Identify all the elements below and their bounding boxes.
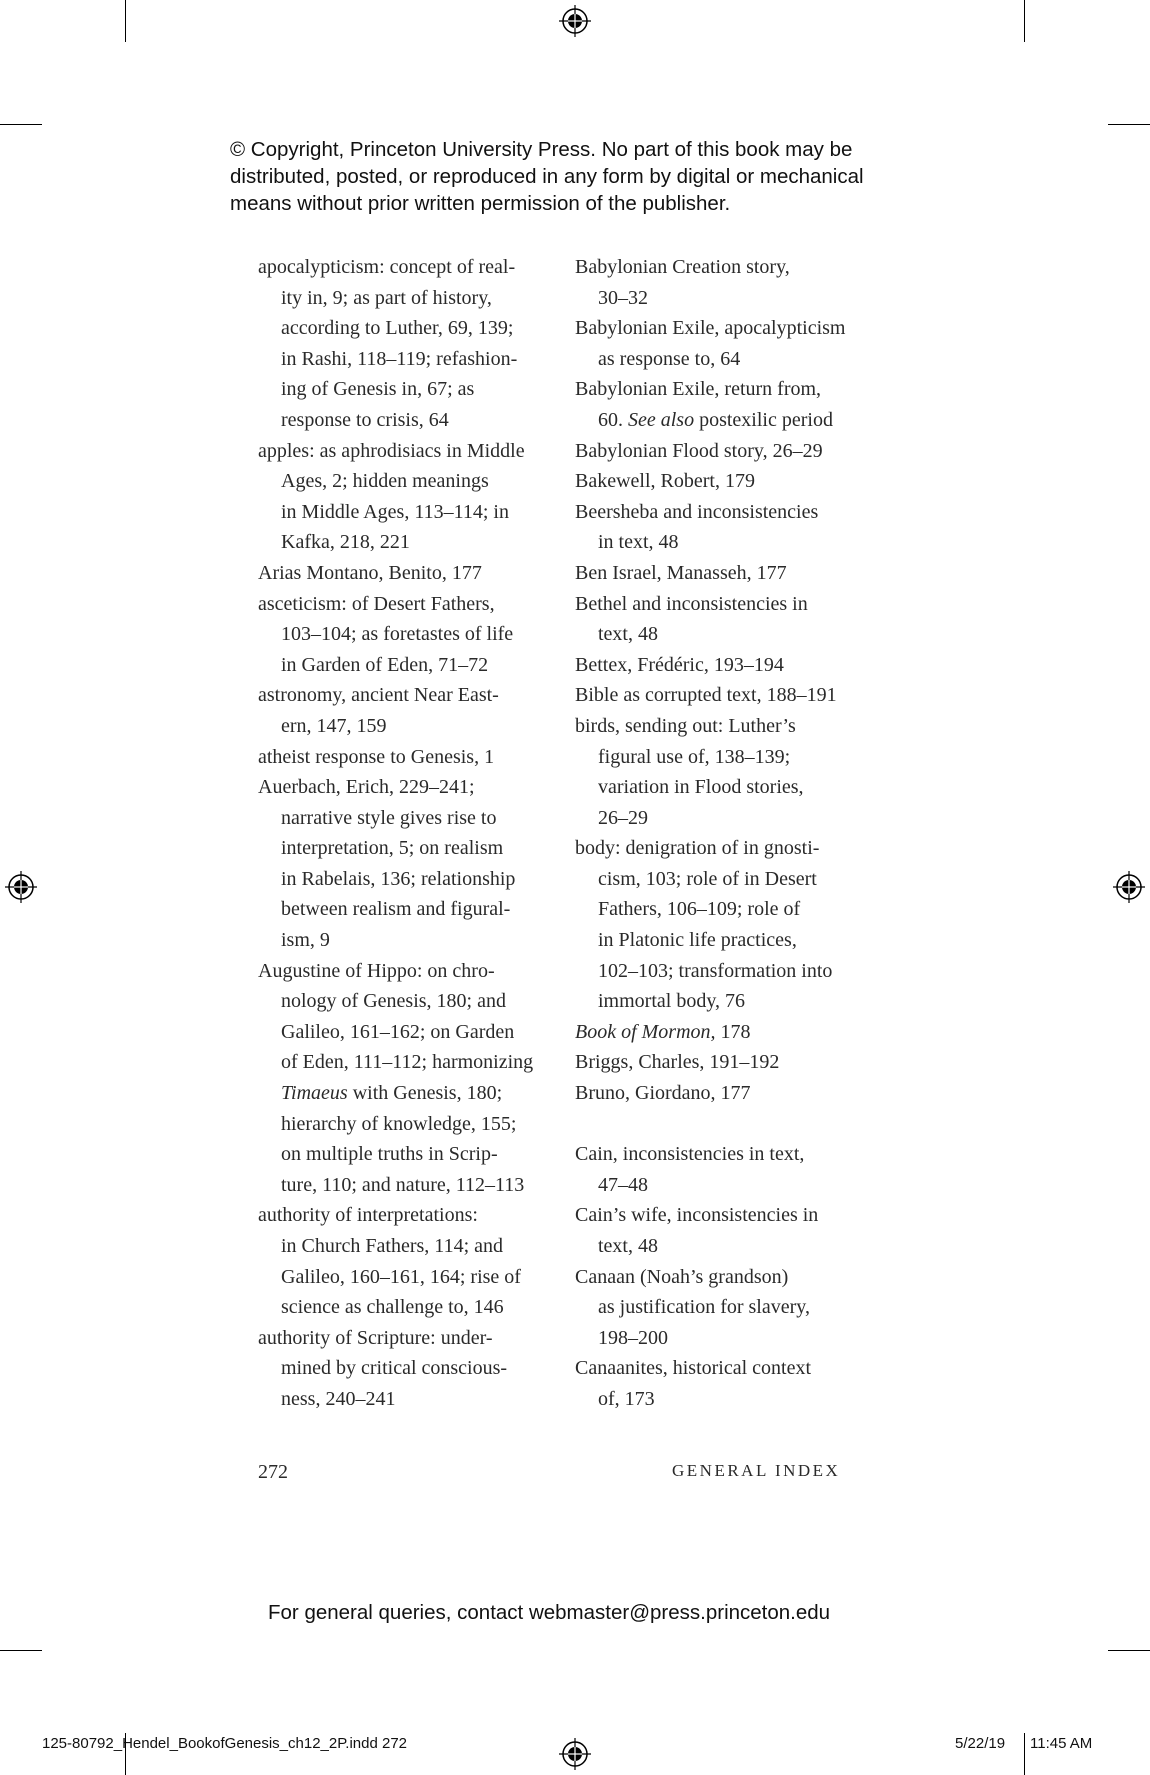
- index-line-text: 47–48: [598, 1173, 648, 1196]
- index-line-text: mined by critical conscious-: [281, 1357, 508, 1380]
- registration-mark-icon: [5, 871, 37, 903]
- index-line: [258, 1323, 543, 1354]
- index-line: [575, 1047, 875, 1078]
- index-line-text: Bettex, Frédéric, 193–194: [575, 653, 784, 676]
- index-line-text: as response to, 64: [598, 347, 741, 370]
- index-line-prefix: 60.: [598, 408, 628, 431]
- index-line-text: narrative style gives rise to: [281, 806, 497, 829]
- index-line: [258, 711, 543, 742]
- index-line: [258, 833, 543, 864]
- copyright-line: means without prior written permission of the publisher.: [230, 192, 731, 215]
- index-line-text: Arias Montano, Benito, 177: [258, 561, 482, 584]
- index-line: [575, 650, 875, 681]
- index-line-text: ism, 9: [281, 929, 330, 952]
- index-column-right: [575, 252, 875, 1415]
- index-line-text: in Rabelais, 136; relationship: [281, 867, 516, 890]
- index-line: [575, 742, 875, 773]
- index-line-text: in Church Fathers, 114; and: [281, 1235, 504, 1257]
- index-line-text: atheist response to Genesis, 1: [258, 745, 495, 768]
- index-line: [258, 1170, 543, 1201]
- index-line: [258, 956, 543, 987]
- index-line: [258, 864, 543, 895]
- index-italic-term: Book of Mormon,: [575, 1020, 716, 1043]
- index-line-text: Augustine of Hippo: on chro-: [258, 959, 495, 982]
- index-line: [575, 680, 875, 711]
- index-line-text: in text, 48: [598, 531, 679, 554]
- index-line: [575, 619, 875, 650]
- index-line-text: Ages, 2; hidden meanings: [281, 470, 489, 493]
- index-line: [258, 558, 543, 589]
- index-line: [575, 1109, 875, 1140]
- index-line: [575, 803, 875, 834]
- index-line: [575, 1353, 875, 1384]
- index-line: [575, 925, 875, 956]
- index-line: [575, 1170, 875, 1201]
- index-line: [575, 436, 875, 467]
- index-line-text: 102–103; transformation into: [598, 959, 833, 982]
- index-line-text: Babylonian Exile, return from,: [575, 378, 822, 401]
- index-line-text: 103–104; as foretastes of life: [281, 623, 514, 646]
- index-line: [575, 589, 875, 620]
- index-line-text: Auerbach, Erich, 229–241;: [258, 776, 475, 799]
- index-line: [258, 589, 543, 620]
- crop-mark: [1108, 124, 1150, 125]
- index-line-text: 178: [720, 1020, 751, 1043]
- index-line: [258, 252, 543, 283]
- index-line: [258, 436, 543, 467]
- index-line: [575, 1078, 875, 1109]
- index-line: [258, 1384, 543, 1415]
- index-line: [258, 1109, 543, 1140]
- index-line: [575, 833, 875, 864]
- index-line-text: asceticism: of Desert Fathers,: [258, 592, 495, 615]
- index-line: [575, 1017, 875, 1048]
- index-line-text: of Eden, 111–112; harmonizing: [281, 1051, 534, 1074]
- crop-mark: [0, 124, 42, 125]
- index-line-text: as justification for slavery,: [598, 1296, 810, 1319]
- index-line-text: 30–32: [598, 286, 648, 309]
- index-line-text: Kafka, 218, 221: [281, 531, 410, 554]
- index-line-text: interpretation, 5; on realism: [281, 837, 504, 860]
- index-line-text: astronomy, ancient Near East-: [258, 684, 499, 707]
- index-line-text: Galileo, 161–162; on Garden: [281, 1020, 515, 1043]
- index-line: [258, 1262, 543, 1293]
- index-line: [575, 252, 875, 283]
- copyright-line: © Copyright, Princeton University Press. No part of this book may be: [230, 138, 853, 161]
- index-line: [258, 1231, 543, 1262]
- index-line-text: of, 173: [598, 1387, 655, 1410]
- index-line: [575, 1139, 875, 1170]
- index-line-text: according to Luther, 69, 139;: [281, 317, 514, 340]
- index-line: [575, 497, 875, 528]
- index-line: [575, 283, 875, 314]
- index-line: [258, 466, 543, 497]
- crop-mark: [0, 1650, 42, 1651]
- index-line-text: postexilic period: [699, 408, 833, 431]
- index-line-text: authority of interpretations:: [258, 1204, 478, 1227]
- index-line: [575, 956, 875, 987]
- crop-mark: [1024, 0, 1025, 42]
- contact-line: For general queries, contact webmaster@press.princeton.edu: [268, 1601, 831, 1624]
- index-line: [258, 650, 543, 681]
- page-number: 272: [258, 1461, 288, 1483]
- slug-time: 11:45 AM: [1030, 1735, 1093, 1752]
- index-line-text: 198–200: [598, 1326, 668, 1349]
- index-line-text: figural use of, 138–139;: [598, 745, 791, 768]
- slug-date: 5/22/19: [955, 1735, 1006, 1752]
- index-line: [575, 711, 875, 742]
- index-line-text: in Platonic life practices,: [598, 929, 797, 952]
- index-line-text: variation in Flood stories,: [598, 776, 804, 799]
- index-line-text: Galileo, 160–161, 164; rise of: [281, 1265, 521, 1288]
- index-line: [258, 1292, 543, 1323]
- crop-mark: [1108, 1650, 1150, 1651]
- index-line: [575, 313, 875, 344]
- index-line: [575, 1292, 875, 1323]
- crop-mark: [125, 0, 126, 42]
- index-line-text: in Garden of Eden, 71–72: [281, 653, 489, 676]
- index-line-text: Bible as corrupted text, 188–191: [575, 684, 837, 707]
- index-italic-term: Timaeus: [281, 1082, 348, 1105]
- index-line: [258, 374, 543, 405]
- index-line-text: Canaanites, historical context: [575, 1357, 812, 1380]
- index-column-left: [258, 252, 543, 1415]
- index-line: [575, 1323, 875, 1354]
- index-line-text: in Middle Ages, 113–114; in: [281, 500, 509, 523]
- index-line-text: Canaan (Noah’s grandson): [575, 1265, 789, 1288]
- index-line: [258, 680, 543, 711]
- index-line-text: 26–29: [598, 806, 648, 829]
- registration-mark-icon: [559, 5, 591, 37]
- index-line-text: in Rashi, 118–119; refashion-: [281, 347, 518, 370]
- index-line-text: nology of Genesis, 180; and: [281, 990, 506, 1013]
- index-line-text: ern, 147, 159: [281, 714, 387, 737]
- index-line-text: Beersheba and inconsistencies: [575, 500, 819, 523]
- index-line: [258, 894, 543, 925]
- index-line: [258, 405, 543, 436]
- index-line-text: Cain, inconsistencies in text,: [575, 1143, 805, 1166]
- registration-mark-icon: [559, 1738, 591, 1770]
- index-line: [258, 742, 543, 773]
- index-line: [575, 344, 875, 375]
- index-line: [575, 527, 875, 558]
- index-line-text: between realism and figural-: [281, 898, 511, 921]
- index-line: [258, 527, 543, 558]
- index-line-text: Babylonian Flood story, 26–29: [575, 439, 823, 462]
- index-line: [258, 925, 543, 956]
- index-line-text: ing of Genesis in, 67; as: [281, 378, 475, 401]
- index-line: [258, 772, 543, 803]
- index-line-text: science as challenge to, 146: [281, 1296, 504, 1319]
- index-line-text: apocalypticism: concept of real-: [258, 256, 516, 278]
- index-line-text: with Genesis, 180;: [352, 1082, 503, 1105]
- index-line: [258, 1200, 543, 1231]
- index-line-text: birds, sending out: Luther’s: [575, 714, 796, 737]
- index-line-text: cism, 103; role of in Desert: [598, 867, 817, 890]
- index-line: [258, 803, 543, 834]
- index-line: [258, 1353, 543, 1384]
- index-line-text: text, 48: [598, 1235, 658, 1257]
- index-line: [575, 558, 875, 589]
- index-line: [258, 1017, 543, 1048]
- index-line-text: text, 48: [598, 623, 658, 646]
- index-line-text: Fathers, 106–109; role of: [598, 898, 801, 921]
- copyright-notice: [230, 136, 950, 217]
- index-line: [575, 466, 875, 497]
- index-line: [575, 986, 875, 1017]
- index-line-text: immortal body, 76: [598, 990, 746, 1013]
- index-line: [575, 374, 875, 405]
- index-line-text: hierarchy of knowledge, 155;: [281, 1112, 517, 1135]
- index-line: [575, 1262, 875, 1293]
- index-line: [575, 894, 875, 925]
- index-line: [258, 1139, 543, 1170]
- index-line-text: body: denigration of in gnosti-: [575, 837, 820, 860]
- index-line-text: ness, 240–241: [281, 1387, 396, 1410]
- index-italic-term: See also: [628, 408, 695, 431]
- index-line-text: authority of Scripture: under-: [258, 1326, 493, 1349]
- index-line-text: Bruno, Giordano, 177: [575, 1082, 751, 1105]
- index-line: [258, 986, 543, 1017]
- crop-mark: [1024, 1733, 1025, 1775]
- index-line: [575, 1231, 875, 1262]
- index-line: [575, 864, 875, 895]
- index-line: [258, 1047, 543, 1078]
- index-line: [575, 405, 875, 436]
- index-line-text: on multiple truths in Scrip-: [281, 1143, 498, 1166]
- slug-file: 125-80792_Hendel_BookofGenesis_ch12_2P.indd 272: [42, 1735, 408, 1752]
- index-line-text: Bethel and inconsistencies in: [575, 592, 808, 615]
- index-line: [575, 1384, 875, 1415]
- index-line: [258, 283, 543, 314]
- index-line-text: apples: as aphrodisiacs in Middle: [258, 439, 525, 462]
- index-line-text: Babylonian Creation story,: [575, 256, 790, 278]
- index-line-text: Cain’s wife, inconsistencies in: [575, 1204, 819, 1227]
- index-line-text: Bakewell, Robert, 179: [575, 470, 755, 493]
- registration-mark-icon: [1113, 871, 1145, 903]
- index-line: [258, 313, 543, 344]
- copyright-line: distributed, posted, or reproduced in any form by digital or mechanical: [230, 165, 864, 188]
- index-line-text: ity in, 9; as part of history,: [281, 286, 492, 309]
- index-line-text: Ben Israel, Manasseh, 177: [575, 561, 787, 584]
- index-line: [258, 497, 543, 528]
- index-line: [258, 344, 543, 375]
- index-line: [575, 772, 875, 803]
- index-line-text: ture, 110; and nature, 112–113: [281, 1173, 525, 1196]
- index-line-text: response to crisis, 64: [281, 408, 449, 431]
- running-head: GENERAL INDEX: [672, 1461, 841, 1480]
- index-line: [258, 619, 543, 650]
- index-line: [258, 1078, 543, 1109]
- index-line-text: Briggs, Charles, 191–192: [575, 1051, 780, 1074]
- index-line: [575, 1200, 875, 1231]
- index-line-text: Babylonian Exile, apocalypticism: [575, 317, 846, 340]
